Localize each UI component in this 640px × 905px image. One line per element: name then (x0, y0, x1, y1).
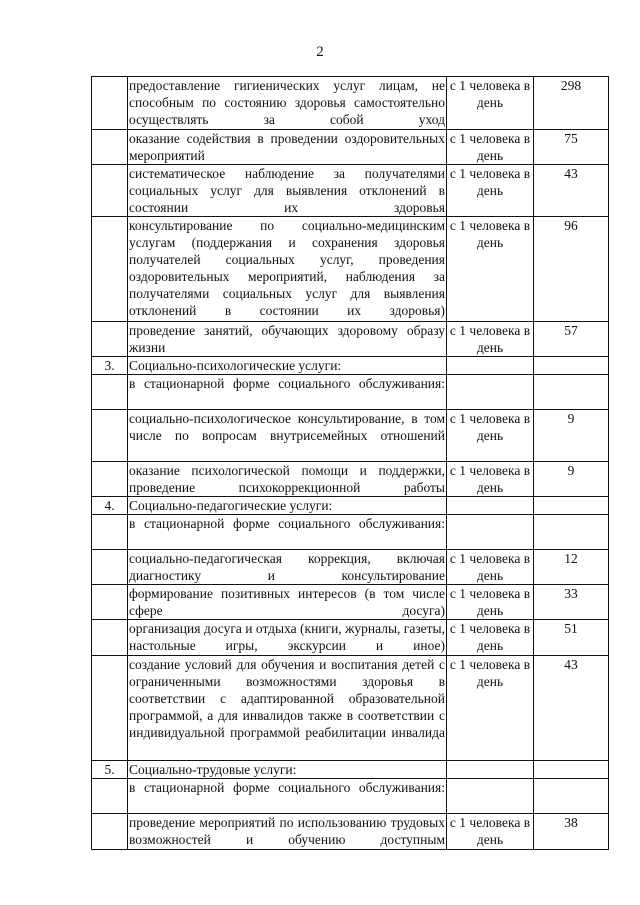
table-row (92, 779, 609, 814)
service-unit: с 1 человека в день (447, 656, 534, 761)
page-number: 2 (316, 44, 324, 60)
service-description: создание условий для обучения и воспитания детей с ограниченными возможностями здоровья в соответствии с адаптированной образовательной программой, а для инвалидов также в соответствии с индивидуальной программой реабилитации инвалида (128, 656, 447, 761)
row-number (92, 550, 128, 585)
service-description: в стационарной форме социального обслуживания: (128, 375, 447, 410)
service-unit: с 1 человека в день (447, 550, 534, 585)
table-row (92, 165, 609, 217)
section-title: Социально-педагогические услуги: (128, 497, 447, 515)
service-unit: с 1 человека в день (447, 217, 534, 322)
service-description: систематическое наблюдение за получателями социальных услуг для выявления отклонений в состоянии их здоровья (129, 166, 445, 215)
service-price: 43 (534, 165, 609, 217)
service-unit (447, 497, 534, 515)
section-number: 4. (92, 497, 128, 515)
table-row (92, 515, 609, 550)
service-price: 33 (534, 585, 609, 620)
service-price: 9 (534, 410, 609, 462)
section-row (92, 761, 609, 779)
service-unit: с 1 человека в день (447, 814, 534, 850)
service-unit (447, 357, 534, 375)
service-price (534, 761, 609, 779)
service-price (534, 497, 609, 515)
table-row (92, 410, 609, 462)
service-unit: с 1 человека в день (447, 322, 534, 357)
service-price: 57 (534, 322, 609, 357)
table-row (92, 322, 609, 357)
table-row (92, 375, 609, 410)
row-number (92, 322, 128, 357)
section-row (92, 497, 609, 515)
row-number (92, 217, 128, 322)
service-unit: с 1 человека в день (447, 165, 534, 217)
services-table (91, 76, 609, 850)
service-unit: с 1 человека в день (447, 410, 534, 462)
row-number (92, 515, 128, 550)
service-description: социально-педагогическая коррекция, включая диагностику и консультирование (129, 551, 445, 583)
service-price: 96 (534, 217, 609, 322)
service-description: формирование позитивных интересов (в том числе сфере досуга) (129, 586, 445, 618)
service-description: социально-психологическое консультирование, в том числе по вопросам внутрисемейных отношений (128, 410, 447, 462)
service-price: 298 (534, 77, 609, 130)
row-number (92, 410, 128, 462)
service-description: организация досуга и отдыха (книги, журналы, газеты, настольные игры, экскурсии и иное) (128, 620, 447, 656)
service-unit: с 1 человека в день (447, 77, 534, 130)
service-description: проведение занятий, обучающих здоровому образу жизни (129, 323, 445, 355)
row-number (92, 779, 128, 814)
service-price: 38 (534, 814, 609, 850)
service-price (534, 779, 609, 814)
service-description: проведение мероприятий по использованию трудовых возможностей и обучению доступным (128, 814, 447, 850)
service-description: в стационарной форме социального обслуживания: (128, 515, 447, 550)
service-price (534, 515, 609, 550)
service-price (534, 375, 609, 410)
row-number (92, 77, 128, 130)
service-unit (447, 515, 534, 550)
service-unit (447, 375, 534, 410)
service-description: оказание психологической помощи и поддержки, проведение психокоррекционной работы (129, 463, 445, 495)
service-price: 12 (534, 550, 609, 585)
table-row (92, 130, 609, 165)
row-number (92, 375, 128, 410)
service-description: в стационарной форме социального обслуживания: (128, 779, 447, 814)
row-number (92, 814, 128, 850)
service-price: 43 (534, 656, 609, 761)
table-row (92, 656, 609, 761)
service-unit: с 1 человека в день (447, 130, 534, 165)
service-description: предоставление гигиенических услуг лицам, не способным по состоянию здоровья самостоятельно осуществлять за собой уход (128, 77, 447, 130)
service-unit (447, 761, 534, 779)
service-description: оказание содействия в проведении оздоровительных мероприятий (129, 131, 445, 163)
section-number: 3. (92, 357, 128, 375)
table-row (92, 814, 609, 850)
row-number (92, 462, 128, 497)
service-price: 9 (534, 462, 609, 497)
table-row (92, 550, 609, 585)
row-number (92, 585, 128, 620)
service-unit: с 1 человека в день (447, 585, 534, 620)
section-number: 5. (92, 761, 128, 779)
service-unit: с 1 человека в день (447, 462, 534, 497)
section-row (92, 357, 609, 375)
row-number (92, 620, 128, 656)
row-number (92, 130, 128, 165)
section-title: Социально-трудовые услуги: (128, 761, 447, 779)
table-row (92, 620, 609, 656)
service-description: консультирование по социально-медицинским услугам (поддержания и сохранения здоровья получателей социальных услуг, проведения оздоровительных мероприятий, наблюдения за получателями социальных услуг для выявления отклонений в состоянии их здоровья) (128, 217, 447, 322)
row-number (92, 656, 128, 761)
row-number (92, 165, 128, 217)
service-price (534, 357, 609, 375)
service-price: 51 (534, 620, 609, 656)
table-row (92, 462, 609, 497)
section-title: Социально-психологические услуги: (128, 357, 447, 375)
table-row (92, 217, 609, 322)
table-row (92, 585, 609, 620)
table-row (92, 77, 609, 130)
service-unit (447, 779, 534, 814)
service-unit: с 1 человека в день (447, 620, 534, 656)
service-price: 75 (534, 130, 609, 165)
